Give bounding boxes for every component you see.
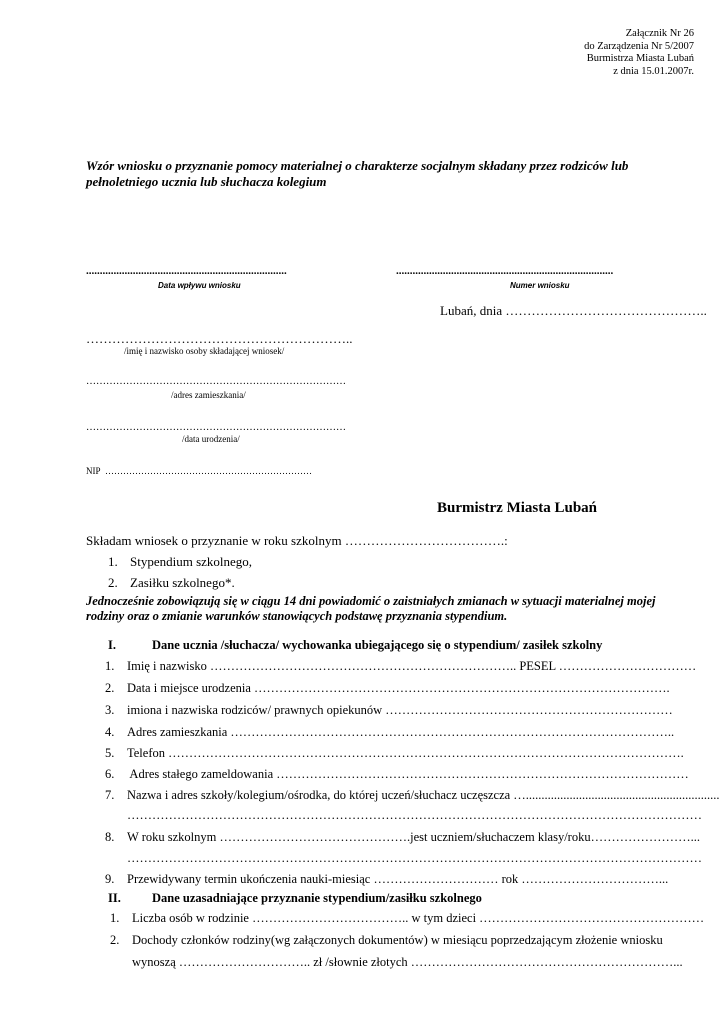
row-text: Nazwa i adres szkoły/kolegium/ośrodka, do której uczeń/słuchacz uczęszcza ….............................................................. xyxy=(127,788,720,802)
option-number: 1. xyxy=(108,554,118,569)
annex-block xyxy=(584,28,694,78)
row-text: Adres zamieszkania …………………………………………………………………………………………….. xyxy=(127,725,675,739)
applicant-address-field[interactable]: …………………………………………………………………… xyxy=(86,376,346,387)
annex-line: do Zarządzenia Nr 5/2007 xyxy=(584,40,694,52)
section-1-number: I. xyxy=(108,638,116,652)
form-row[interactable] xyxy=(105,767,689,782)
annex-line: Załącznik Nr 26 xyxy=(625,28,694,39)
request-option[interactable] xyxy=(108,575,235,591)
request-intro: Składam wniosek o przyznanie w roku szkolnym ……………………………….: xyxy=(86,533,508,548)
row-number: 3. xyxy=(105,703,115,717)
place-date-field[interactable]: Lubań, dnia ……………………………………….. xyxy=(440,303,707,318)
form-row[interactable] xyxy=(105,830,700,845)
row-number: 4. xyxy=(105,725,115,739)
row-number: 1. xyxy=(110,911,120,925)
applicant-name-caption: /imię i nazwisko osoby składającej wniosek/ xyxy=(124,346,285,356)
form-title: Wzór wniosku o przyznanie pomocy materialnej o charakterze socjalnym składany przez rodziców lub pełnoletniego ucznia lub słuchacza kolegium xyxy=(86,158,629,189)
form-row[interactable] xyxy=(110,933,663,948)
row-number: 2. xyxy=(110,933,120,947)
form-row[interactable] xyxy=(105,725,674,740)
form-row[interactable] xyxy=(105,681,670,696)
form-row[interactable] xyxy=(110,911,704,926)
nip-label: NIP xyxy=(86,466,101,476)
form-row[interactable] xyxy=(110,955,683,970)
row-number: 9. xyxy=(105,872,115,886)
form-row[interactable] xyxy=(105,746,684,761)
option-label: Stypendium szkolnego, xyxy=(130,554,253,569)
section-2-title: Dane uzasadniające przyznanie stypendium/zasiłku szkolnego xyxy=(152,891,482,905)
applicant-birth-field[interactable]: …………………………………………………………………… xyxy=(86,422,346,433)
receipt-date-field[interactable]: ......................................................................... xyxy=(86,265,287,277)
row-text: wynoszą ………………………….. zł /słownie złotych ………………………………………………………... xyxy=(132,955,683,969)
receipt-date-caption: Data wpływu wniosku xyxy=(158,281,241,290)
row-text: W roku szkolnym ……………………………………….jest uczniem/słuchaczem klasy/roku……………………... xyxy=(127,830,700,844)
applicant-name-field[interactable]: …………………………………………………….. xyxy=(86,331,353,346)
row-text: imiona i nazwiska rodziców/ prawnych opiekunów …………………………………………………………… xyxy=(127,703,673,717)
row-text: Telefon ……………………………………………………………………………………………………………. xyxy=(127,746,684,760)
row-text: Imię i nazwisko ……………………………………………………………….. PESEL …………………………… xyxy=(127,659,697,673)
row-number: 1. xyxy=(105,659,115,673)
request-option[interactable] xyxy=(108,554,252,570)
row-text: Liczba osób w rodzinie ……………………………….. w tym dzieci ……………………………………………… xyxy=(132,911,705,925)
declaration: Jednocześnie zobowiązują się w ciągu 14 dni powiadomić o zaistniałych zmianach w sytuacji materialnej mojej rodziny oraz o zmianie warunków stanowiących podstawę przyznania stypendium. xyxy=(86,594,656,623)
row-number: 2. xyxy=(105,681,115,695)
section-1-title: Dane ucznia /słuchacza/ wychowanka ubiegającego się o stypendium/ zasiłek szkolny xyxy=(152,638,603,652)
row-text: Adres stałego zameldowania ……………………………………………………………………………………… xyxy=(127,767,689,781)
form-row[interactable] xyxy=(105,872,668,887)
addressee: Burmistrz Miasta Lubań xyxy=(437,500,598,516)
form-row[interactable] xyxy=(105,788,720,803)
annex-line: Burmistrza Miasta Lubań xyxy=(586,53,694,64)
option-number: 2. xyxy=(108,575,118,590)
application-number-caption: Numer wniosku xyxy=(510,281,570,290)
row-text: Dochody członków rodziny(wg załączonych dokumentów) w miesiącu poprzedzającym złożenie wniosku xyxy=(132,933,663,947)
applicant-birth-caption: /data urodzenia/ xyxy=(182,434,240,444)
nip-field[interactable]: …………………………………………………………… xyxy=(105,466,312,476)
form-row[interactable] xyxy=(105,808,702,823)
row-number: 5. xyxy=(105,746,115,760)
row-number: 7. xyxy=(105,788,115,802)
row-number: 8. xyxy=(105,830,115,844)
row-text: ………………………………………………………………………………………………………………………… xyxy=(127,851,702,865)
option-label: Zasiłku szkolnego*. xyxy=(130,575,235,590)
form-row[interactable] xyxy=(105,703,673,718)
form-row[interactable] xyxy=(105,851,702,866)
row-text: ………………………………………………………………………………………………………………………… xyxy=(127,808,702,822)
section-2-number: II. xyxy=(108,891,121,905)
row-text: Przewidywany termin ukończenia nauki-miesiąc ………………………… rok ……………………………... xyxy=(127,872,669,886)
application-number-field[interactable]: ............................................................................... xyxy=(396,265,614,277)
applicant-address-caption: /adres zamieszkania/ xyxy=(171,390,246,400)
row-number: 6. xyxy=(105,767,115,781)
row-text: Data i miejsce urodzenia ………………………………………………………………………………………. xyxy=(127,681,670,695)
form-row[interactable] xyxy=(105,659,696,674)
annex-line: z dnia 15.01.2007r. xyxy=(613,65,694,77)
